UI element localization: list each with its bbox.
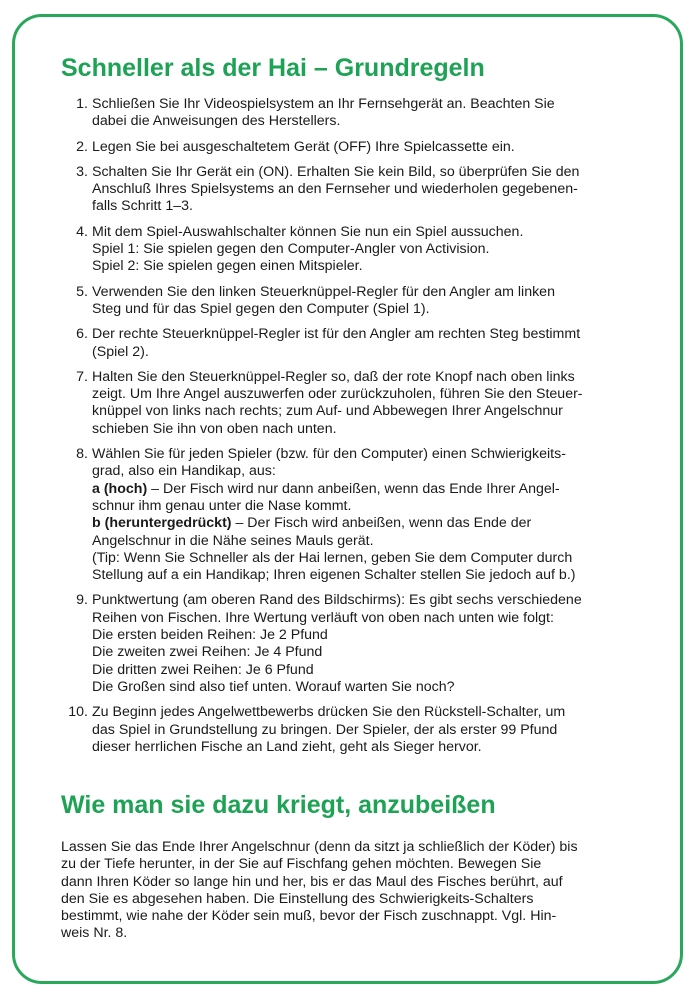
rule-item: [68, 326, 638, 361]
rule-text: [92, 704, 638, 756]
paragraph-line: zu der Tiefe herunter, in der Sie auf Fischfang gehen möchten. Bewegen Sie: [61, 856, 542, 873]
rule-line: grad, also ein Handikap, aus:: [92, 463, 276, 480]
rule-number: 7.: [76, 368, 88, 385]
rule-line: Mit dem Spiel-Auswahlschalter können Sie nun ein Spiel aussuchen.: [92, 223, 524, 240]
rule-line: Die zweiten zwei Reihen: Je 4 Pfund: [92, 644, 323, 661]
tip-line: (Tip: Wenn Sie Schneller als der Hai lernen, geben Sie dem Computer durch: [92, 549, 573, 566]
rules-list: [68, 96, 638, 764]
section-paragraph: [61, 839, 641, 943]
rule-line: Reihen von Fischen. Ihre Wertung verläuft von oben nach unten wie folgt:: [92, 609, 554, 626]
rule-line: (Spiel 2).: [92, 343, 149, 360]
rule-line: Legen Sie bei ausgeschaltetem Gerät (OFF) Ihre Spielcassette ein.: [92, 138, 515, 155]
section-title: Wie man sie dazu kriegt, anzubeißen: [61, 791, 496, 819]
rule-line: knüppel von links nach rechts; zum Auf- und Abbewegen Ihrer Angelschnur: [92, 403, 563, 420]
choice-b: [92, 515, 638, 532]
paragraph-line: weis Nr. 8.: [61, 925, 128, 942]
rule-line: dabei die Anweisungen des Herstellers.: [92, 113, 341, 130]
rule-line: Wählen Sie für jeden Spieler (bzw. für den Computer) einen Schwierigkeits-: [92, 446, 566, 463]
rule-text: [92, 446, 638, 584]
choice-a-label: a (hoch): [92, 480, 148, 497]
rule-line: Steg und für das Spiel gegen den Computer (Spiel 1).: [92, 300, 430, 317]
rule-item: [68, 446, 638, 584]
choice-b-label: b (heruntergedrückt): [92, 515, 232, 532]
rule-text: [92, 139, 638, 156]
rule-item: [68, 139, 638, 156]
rule-text: [92, 284, 638, 319]
paragraph-line: den Sie es abgesehen haben. Die Einstellung des Schwierigkeits-Schalters: [61, 890, 534, 907]
rule-text: [92, 164, 638, 216]
paragraph-line: Lassen Sie das Ende Ihrer Angelschnur (denn da sitzt ja schließlich der Köder) bis: [61, 839, 578, 855]
choice-b-line2: Angelschnur in die Nähe seines Mauls gerät.: [92, 532, 374, 549]
rule-line: Schließen Sie Ihr Videospielsystem an Ihr Fernsehgerät an. Beachten Sie: [92, 96, 555, 112]
tip-line: Stellung auf a ein Handikap; Ihren eigenen Schalter stellen Sie jedoch auf b.): [92, 567, 576, 584]
paragraph-line: bestimmt, wie nahe der Köder sein muß, bevor der Fisch zuschnappt. Vgl. Hin-: [61, 908, 557, 925]
rule-item: [68, 704, 638, 756]
rule-text: [92, 369, 638, 438]
rule-number: 8.: [76, 446, 88, 463]
rule-text: [92, 224, 638, 276]
rule-line: Der rechte Steuerknüppel-Regler ist für den Angler am rechten Steg bestimmt: [92, 326, 581, 343]
rule-item: [68, 224, 638, 276]
rule-line: Zu Beginn jedes Angelwettbewerbs drücken Sie den Rückstell-Schalter, um: [92, 704, 566, 721]
choice-a-line2: schnur ihm genau unter die Nase kommt.: [92, 497, 352, 514]
rule-line: falls Schritt 1–3.: [92, 198, 193, 215]
rule-item: [68, 369, 638, 438]
rule-line: Schalten Sie Ihr Gerät ein (ON). Erhalten Sie kein Bild, so überprüfen Sie den: [92, 163, 580, 180]
rule-text: [92, 96, 638, 131]
rule-text: [92, 592, 638, 696]
rule-item: [68, 96, 638, 131]
choice-a: [92, 481, 638, 498]
choice-a-text: – Der Fisch wird nur dann anbeißen, wenn das Ende Ihrer Angel-: [147, 480, 560, 497]
rule-line: schieben Sie ihn von oben nach unten.: [92, 420, 337, 437]
rule-line: Die Großen sind also tief unten. Worauf warten Sie noch?: [92, 678, 455, 695]
paragraph-line: dann Ihren Köder so lange hin und her, bis er das Maul des Fisches berührt, auf: [61, 873, 563, 890]
rule-line: Verwenden Sie den linken Steuerknüppel-Regler für den Angler am linken: [92, 283, 555, 300]
rule-number: 9.: [76, 592, 88, 609]
page-title: Schneller als der Hai – Grundregeln: [61, 54, 485, 82]
rule-line: Die dritten zwei Reihen: Je 6 Pfund: [92, 661, 314, 678]
rule-line: Halten Sie den Steuerknüppel-Regler so, daß der rote Knopf nach oben links: [92, 368, 575, 385]
rule-number: 4.: [76, 223, 88, 240]
rule-number: 6.: [76, 326, 88, 343]
rule-item: [68, 284, 638, 319]
choice-b-text: – Der Fisch wird anbeißen, wenn das Ende der: [231, 515, 532, 532]
rule-number: 3.: [76, 163, 88, 180]
rule-line: Punktwertung (am oberen Rand des Bildschirms): Es gibt sechs verschiedene: [92, 592, 582, 609]
rule-number: 10.: [68, 704, 88, 721]
rule-line: dieser herrlichen Fische an Land zieht, geht als Sieger hervor.: [92, 738, 482, 755]
rule-line: Spiel 2: Sie spielen gegen einen Mitspieler.: [92, 258, 363, 275]
rule-item: [68, 164, 638, 216]
rule-number: 5.: [76, 283, 88, 300]
rule-text: [92, 326, 638, 361]
rule-line: das Spiel in Grundstellung zu bringen. Der Spieler, der als erster 99 Pfund: [92, 721, 558, 738]
rule-number: 1.: [76, 96, 88, 112]
rule-number: 2.: [76, 138, 88, 155]
rule-line: Anschluß Ihres Spielsystems an den Fernseher und wiederholen gegebenen-: [92, 181, 578, 198]
rule-line: Die ersten beiden Reihen: Je 2 Pfund: [92, 627, 328, 644]
rule-item: [68, 592, 638, 696]
rule-line: zeigt. Um Ihre Angel auszuwerfen oder zurückzuholen, führen Sie den Steuer-: [92, 386, 583, 403]
rule-line: Spiel 1: Sie spielen gegen den Computer-Angler von Activision.: [92, 241, 490, 258]
